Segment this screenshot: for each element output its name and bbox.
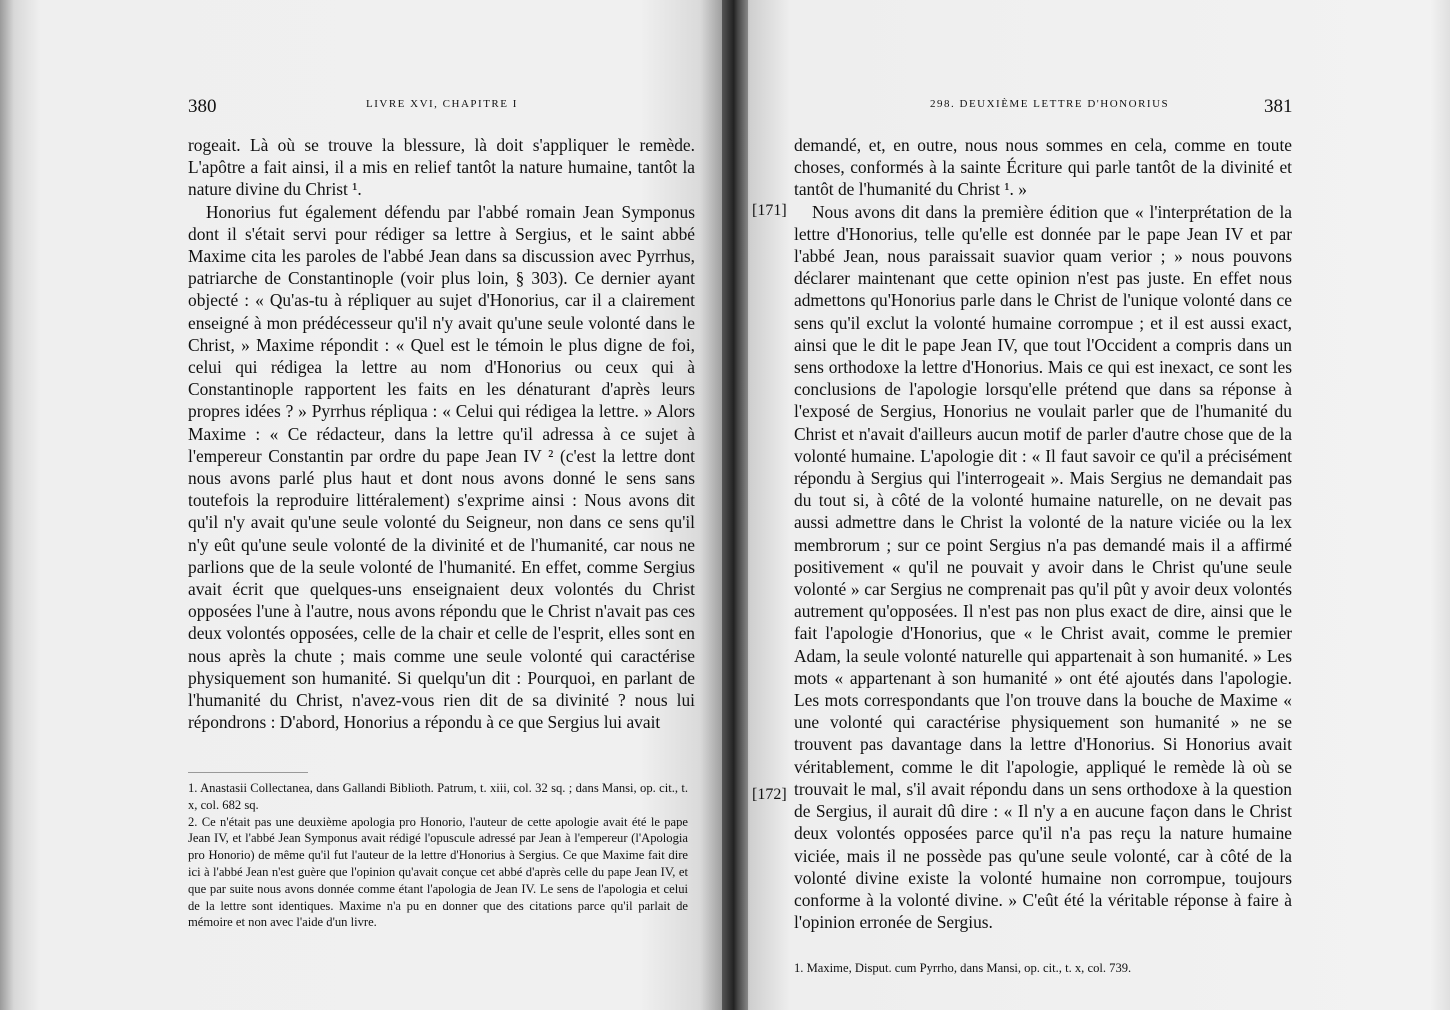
paragraph: Nous avons dit dans la première édition que « l'interprétation de la lettre d'Honorius, telle qu'elle est donnée par le pape Jean IV et par l'abbé Jean, nous paraissait suavior quam verior ; » nous pouvons déclarer maintenant que cette opinion n'est pas juste. En effet nous admettons qu'Honorius parle dans le Christ de l'unique volonté dans ce sens qu'il exclut la volonté humaine corrompue ; et il est aussi exact, ainsi que le dit le pape Jean IV, que tout l'Occident a compris dans un sens orthodoxe la lettre d'Honorius. Mais ce qui est inexact, ce sont les conclusions de l'apologie lorsqu'elle prétend que dans sa réponse à l'exposé de Sergius, Honorius ne voulait parler que de l'humanité du Christ et n'avait d'ailleurs aucun motif de parler d'autre chose que de la volonté humaine. L'apologie dit : « Il faut savoir ce qu'il a précisément répondu à Sergius qui l'interrogeait ». Mais Sergius ne demandait pas du tout si, à côté de la volonté humaine naturelle, on ne devait pas aussi admettre dans le Christ la volonté de la nature viciée ou la lex membrorum ; sur ce point Sergius n'a pas demandé mais il a affirmé positivement « qu'il ne pouvait y avoir dans le Christ qu'une seule volonté » car Sergius ne comprenait pas qu'il pût y avoir deux volontés autrement qu'opposées. Il n'est pas non plus exact de dire, ainsi que le fait l'apologie d'Honorius, que « le Christ avait, comme le premier Adam, la seule volonté naturelle qui appartenait à son humanité. » Les mots « appartenant à son humanité » ont été ajoutés dans l'apologie. Les mots correspondants que l'on trouve dans la bouche de Maxime « une volonté qui caractérise physiquement son humanité » ne se trouvent pas davantage dans la lettre d'Honorius. Si Honorius avait véritablement, comme le dit l'apologie, appliqué le remède là où se trouvait le mal, s'il avait répondu dans un sens orthodoxe à la question de Sergius, il aurait dû dire : « Il n'y a en aucune façon dans le Christ deux volontés opposées parce qu'il n'a pas reçu la nature humaine viciée, mais il ne possède pas qu'une seule volonté, car à côté de la volonté divine existe la volonté humaine non corrompue, toujours conforme à la volonté divine. » C'eût été la véritable réponse à faire à l'opinion erronée de Sergius. <box>794 201 1292 933</box>
right-page <box>730 0 1450 1010</box>
margin-number: [172] <box>752 786 787 803</box>
page-number: 380 <box>188 96 217 117</box>
paragraph: Honorius fut également défendu par l'abbé romain Jean Symponus dont il s'était servi pour rédiger sa lettre à Sergius, et le saint abbé Maxime cita les paroles de l'abbé Jean dans sa discussion avec Pyrrhus, patriarche de Constantinople (voir plus loin, § 303). Ce dernier ayant objecté : « Qu'as-tu à répliquer au sujet d'Honorius, car il a clairement enseigné à mon prédécesseur qu'il n'y avait qu'une seule volonté dans le Christ, » Maxime répondit : « Quel est le témoin le plus digne de foi, celui qui rédigea la lettre au nom d'Honorius ou ceux qui à Constantinople rapportent les faits en les dénaturant d'après leurs propres idées ? » Pyrrhus répliqua : « Celui qui rédigea la lettre. » Alors Maxime : « Ce rédacteur, dans la lettre qu'il adressa à ce sujet à l'empereur Constantin par ordre du pape Jean IV ² (c'est la lettre dont nous avons parlé plus haut et dont nous avons donné le sens sans toutefois la reproduire littéralement) s'exprime ainsi : Nous avons dit qu'il n'y avait qu'une seule volonté du Seigneur, non dans ce sens qu'il n'y eût qu'une seule volonté de la divinité et de l'humanité, car nous ne parlions que de la seule volonté de l'humanité. En effet, comme Sergius avait écrit que quelques-uns enseignaient deux volontés du Christ opposées l'une à l'autre, nous avons répondu que le Christ n'avait pas ces deux volontés opposées, celle de la chair et celle de l'esprit, elles sont en nous après la chute ; mais comme une seule volonté qui caractérise physiquement son humanité. Si quelqu'un dit : Pourquoi, en parlant de l'humanité du Christ, n'avez-vous rien dit de sa divinité ? nous lui répondrons : D'abord, Honorius a répondu à ce que Sergius lui avait <box>188 201 695 733</box>
running-head: LIVRE XVI, CHAPITRE I <box>366 98 518 110</box>
main-text <box>794 134 1292 933</box>
page-number: 381 <box>1264 96 1293 117</box>
book-gutter <box>722 0 748 1010</box>
footnotes <box>188 780 688 931</box>
paragraph: demandé, et, en outre, nous nous sommes en cela, comme en toute choses, conformés à la sainte Écriture qui parle tantôt de la divinité et tantôt de l'humanité du Christ ¹. » <box>794 135 1292 200</box>
paragraph: rogeait. Là où se trouve la blessure, là doit s'appliquer le remède. L'apôtre a fait ainsi, il a mis en relief tantôt la nature humaine, tantôt la nature divine du Christ ¹. <box>188 135 695 200</box>
main-text <box>188 134 695 733</box>
footnote: 1. Anastasii Collectanea, dans Gallandi Biblioth. Patrum, t. xiii, col. 32 sq. ; dans Mansi, op. cit., t. x, col. 682 sq. <box>188 781 688 812</box>
footnote: 1. Maxime, Disput. cum Pyrrho, dans Mansi, op. cit., t. x, col. 739. <box>794 961 1132 975</box>
footnotes <box>794 960 1292 977</box>
footnote-divider <box>188 772 308 773</box>
margin-number: [171] <box>752 202 787 219</box>
footnote: 2. Ce n'était pas une deuxième apologia pro Honorio, l'auteur de cette apologie avait été le pape Jean IV, et l'abbé Jean Symponus avait rédigé l'opuscule adressé par Jean à l'empereur (l'Apologia pro Honorio) de même qu'il fut l'auteur de la lettre d'Honorius à Sergius. Ce que Maxime fait dire ici à l'abbé Jean n'est guère que l'opinion qu'avait conçue cet abbé d'après celle du pape Jean IV, et que par suite nous avons donnée comme étant l'apologia de Jean IV. Le sens de l'apologia et celui de la lettre sont identiques. Maxime n'a pu en donner que des citations parce qu'il parlait de mémoire et non avec l'aide d'un livre. <box>188 814 688 930</box>
running-head: 298. DEUXIÈME LETTRE D'HONORIUS <box>930 98 1170 110</box>
